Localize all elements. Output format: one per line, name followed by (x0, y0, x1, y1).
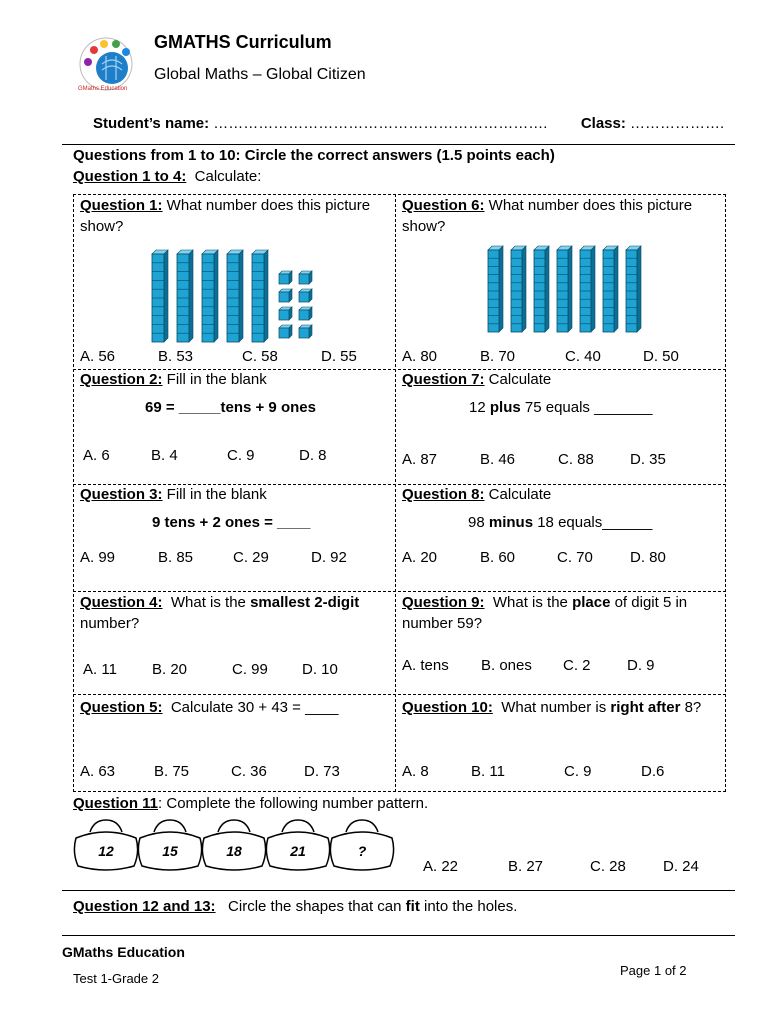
options-q4 (83, 661, 383, 681)
question-9 (402, 592, 722, 634)
options-q6 (402, 348, 722, 368)
page-title: GMATHS Curriculum (154, 32, 332, 52)
option-a[interactable]: A. 56 (80, 348, 116, 365)
grid-column-divider (395, 194, 396, 792)
question-text: of digit 5 in number 59? (402, 594, 688, 632)
option-d[interactable]: D. 73 (304, 763, 340, 780)
page-subtitle: Global Maths – Global Citizen (154, 66, 366, 83)
question-label: Question 1: (80, 197, 163, 214)
option-c[interactable]: C. 2 (563, 657, 591, 674)
question-label: Question 12 and 13: (73, 898, 216, 915)
bag-number: ? (357, 843, 367, 859)
options-q9 (402, 657, 722, 677)
question-text: into the holes. (419, 898, 518, 915)
logo (72, 30, 140, 94)
bag (202, 820, 265, 870)
option-a[interactable]: A. tens (402, 657, 449, 674)
instructions-heading: Questions from 1 to 10: Circle the correct answers (1.5 points each) (73, 147, 555, 164)
option-b[interactable]: B. 70 (480, 348, 516, 365)
question-text: : Complete the following number pattern. (158, 795, 429, 812)
one-cube (279, 325, 292, 338)
option-a[interactable]: A. 20 (402, 549, 438, 566)
problem-part: 98 (468, 514, 489, 531)
one-cube (279, 307, 292, 320)
question-label: Question 8: (402, 486, 485, 503)
question-text: What number does this picture show? (402, 197, 693, 235)
option-c[interactable]: C. 40 (565, 348, 601, 365)
option-b[interactable]: B. 46 (480, 451, 516, 468)
footer-org: GMaths Education (62, 944, 185, 960)
ten-rod (534, 246, 549, 332)
ten-rod (557, 246, 572, 332)
question-text: What is the (162, 594, 251, 611)
class-field[interactable]: ………………. (625, 115, 725, 132)
question-text: Calculate 30 + 43 = ____ (162, 699, 339, 716)
section-label: Question 1 to 4: (73, 168, 187, 185)
option-b[interactable]: B. 53 (158, 348, 194, 365)
options-q2 (83, 447, 383, 467)
option-b[interactable]: B. 75 (154, 763, 190, 780)
bag (330, 820, 393, 870)
option-d[interactable]: D.6 (641, 763, 665, 780)
section-text: Calculate: (186, 168, 262, 185)
bag-number: 15 (162, 843, 178, 859)
option-b[interactable]: B. 20 (152, 661, 188, 678)
option-a[interactable]: A. 99 (80, 549, 116, 566)
options-q1 (80, 348, 390, 368)
option-c[interactable]: C. 36 (231, 763, 267, 780)
class-label: Class: (580, 115, 626, 132)
question-4 (80, 592, 385, 634)
number-pattern-bags (72, 816, 412, 876)
options-q11 (423, 858, 723, 878)
question-text: What number is (492, 699, 611, 716)
problem-q3: 9 tens + 2 ones = ____ (152, 514, 311, 531)
options-q8 (402, 549, 722, 569)
footer-page-number: Page 1 of 2 (620, 963, 687, 978)
question-3 (80, 484, 385, 505)
option-c[interactable]: C. 29 (233, 549, 269, 566)
student-name-label: Student’s name: (93, 115, 210, 132)
question-text: What is the (484, 594, 573, 611)
question-keyword: smallest 2-digit (250, 594, 360, 611)
option-a[interactable]: A. 6 (83, 447, 110, 464)
problem-part: 75 equals _______ (520, 399, 653, 416)
question-text: Calculate (484, 486, 552, 503)
problem-part: 18 equals______ (533, 514, 653, 531)
option-c[interactable]: C. 88 (558, 451, 594, 468)
grid-row-divider (73, 694, 726, 695)
divider (62, 890, 735, 891)
ten-rod (511, 246, 526, 332)
question-keyword: fit (405, 898, 420, 915)
option-c[interactable]: C. 9 (227, 447, 255, 464)
option-a[interactable]: A. 87 (402, 451, 438, 468)
question-label: Question 11 (73, 795, 159, 812)
question-label: Question 4: (80, 594, 163, 611)
problem-part: 12 (469, 399, 490, 416)
question-text: number? (80, 615, 140, 632)
student-name-field[interactable]: …………………………………………………………. (209, 115, 548, 132)
option-d[interactable]: D. 9 (627, 657, 655, 674)
options-q5 (80, 763, 390, 783)
one-cube (279, 271, 292, 284)
question-label: Question 10: (402, 699, 493, 716)
question-2 (80, 369, 385, 390)
student-info-line (93, 115, 724, 132)
ten-rod (603, 246, 618, 332)
ten-rod (488, 246, 503, 332)
option-a[interactable]: A. 22 (423, 858, 459, 875)
footer-test: Test 1-Grade 2 (73, 971, 159, 986)
option-a[interactable]: A. 63 (80, 763, 116, 780)
question-11 (73, 795, 428, 812)
bag (74, 820, 137, 870)
question-text: What number does this picture show? (80, 197, 371, 235)
base-ten-blocks-q6 (484, 244, 644, 336)
options-q10 (402, 763, 722, 783)
option-d[interactable]: D. 24 (663, 858, 699, 875)
options-q3 (80, 549, 390, 569)
option-b[interactable]: B. 11 (471, 763, 505, 780)
question-keyword: place (572, 594, 611, 611)
question-8 (402, 484, 702, 505)
spacer (547, 115, 580, 132)
option-d[interactable]: D. 8 (299, 447, 327, 464)
question-label: Question 2: (80, 371, 163, 388)
option-d[interactable]: D. 10 (302, 661, 338, 678)
question-label: Question 5: (80, 699, 163, 716)
option-c[interactable]: C. 58 (242, 348, 278, 365)
option-b[interactable]: B. 85 (158, 549, 194, 566)
option-b[interactable]: B. 60 (480, 549, 516, 566)
question-label: Question 3: (80, 486, 163, 503)
question-text: Circle the shapes that can (215, 898, 406, 915)
svg-text:GMaths Education: GMaths Education (78, 86, 128, 92)
option-b[interactable]: B. ones (481, 657, 532, 674)
one-cube (299, 289, 312, 302)
option-a[interactable]: A. 8 (402, 763, 429, 780)
option-c[interactable]: C. 28 (590, 858, 626, 875)
question-text: 8? (680, 699, 702, 716)
option-d[interactable]: D. 50 (643, 348, 679, 365)
one-cube (279, 289, 292, 302)
problem-operator: plus (489, 399, 521, 416)
question-12-13 (73, 898, 517, 915)
option-c[interactable]: C. 99 (232, 661, 268, 678)
one-cube (299, 325, 312, 338)
question-1 (80, 195, 385, 237)
problem-q2: 69 = _____tens + 9 ones (145, 399, 316, 416)
ten-rod (626, 246, 641, 332)
question-6 (402, 195, 702, 237)
question-label: Question 9: (402, 594, 485, 611)
bag-number: 21 (290, 843, 306, 859)
bag (138, 820, 201, 870)
question-text: Calculate (484, 371, 552, 388)
divider (62, 144, 735, 145)
question-7 (402, 369, 702, 390)
question-label: Question 7: (402, 371, 485, 388)
ten-rod (227, 250, 243, 342)
option-a[interactable]: A. 11 (83, 661, 117, 678)
question-keyword: right after (610, 699, 681, 716)
ten-rod (252, 250, 268, 342)
option-b[interactable]: B. 27 (508, 858, 544, 875)
option-d[interactable]: D. 92 (311, 549, 347, 566)
ten-rod (177, 250, 193, 342)
question-5 (80, 697, 385, 718)
one-cube (299, 307, 312, 320)
ten-rod (580, 246, 595, 332)
ten-rod (202, 250, 218, 342)
bag-number: 18 (226, 843, 242, 859)
option-c[interactable]: C. 70 (557, 549, 593, 566)
problem-operator: minus (488, 514, 534, 531)
instructions-subheading (73, 168, 261, 185)
problem-q7 (469, 399, 653, 416)
bag (266, 820, 329, 870)
ten-rod (152, 250, 168, 342)
bag-number: 12 (98, 843, 114, 859)
option-d[interactable]: D. 35 (630, 451, 666, 468)
question-label: Question 6: (402, 197, 485, 214)
option-d[interactable]: D. 80 (630, 549, 666, 566)
options-q7 (402, 451, 722, 471)
base-ten-blocks-q1 (140, 248, 340, 344)
question-text: Fill in the blank (162, 371, 267, 388)
option-c[interactable]: C. 9 (564, 763, 592, 780)
option-d[interactable]: D. 55 (321, 348, 357, 365)
one-cube (299, 271, 312, 284)
question-10 (402, 697, 722, 718)
problem-q8 (468, 514, 652, 531)
footer-divider (62, 935, 735, 936)
option-a[interactable]: A. 80 (402, 348, 438, 365)
option-b[interactable]: B. 4 (151, 447, 178, 464)
question-text: Fill in the blank (162, 486, 267, 503)
